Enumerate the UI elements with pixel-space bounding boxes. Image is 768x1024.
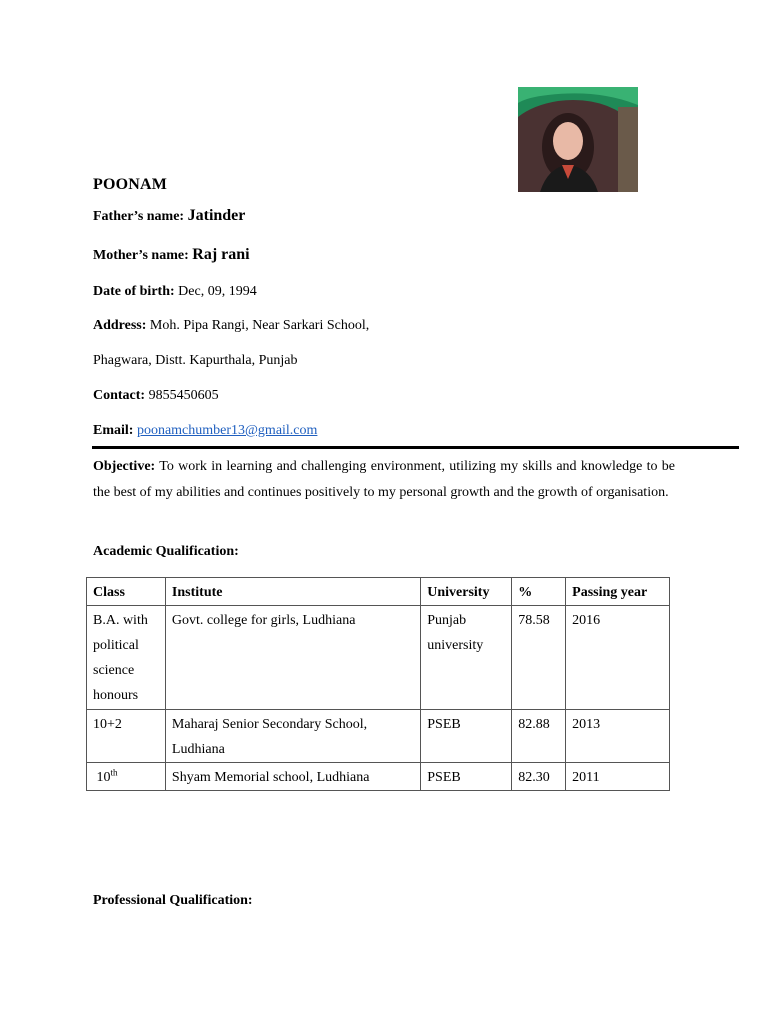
table-row: [87, 763, 670, 791]
cell-institute: Shyam Memorial school, Ludhiana: [165, 763, 420, 791]
mother-label: Mother’s name:: [93, 248, 189, 263]
cell-institute: Govt. college for girls, Ludhiana: [165, 606, 420, 710]
cell-class: B.A. with political science honours: [87, 606, 166, 710]
cell-university: Punjab university: [421, 606, 512, 710]
contact-label: Contact:: [93, 388, 146, 403]
dob-value: Dec, 09, 1994: [178, 284, 257, 299]
table-row: [87, 606, 670, 710]
header-class: Class: [87, 578, 166, 606]
header-university: University: [421, 578, 512, 606]
cell-class: [87, 763, 166, 791]
father-value: Jatinder: [187, 207, 246, 224]
objective-label: Objective:: [93, 459, 156, 474]
father-label: Father’s name:: [93, 209, 185, 224]
father-name-row: [93, 207, 245, 225]
email-link[interactable]: poonamchumber13@gmail.com: [136, 423, 318, 438]
dob-row: [93, 284, 257, 300]
contact-value: 9855450605: [148, 388, 219, 403]
cell-university: PSEB: [421, 710, 512, 763]
cell-year: 2013: [566, 710, 670, 763]
email-row: [93, 423, 317, 439]
table-row: [87, 710, 670, 763]
table-header-row: [87, 578, 670, 606]
header-passing-year: Passing year: [566, 578, 670, 606]
address-line2: Phagwara, Distt. Kapurthala, Punjab: [93, 353, 298, 368]
cell-year: 2011: [566, 763, 670, 791]
professional-heading: Professional Qualification:: [93, 893, 253, 908]
cell-class-value: 10: [96, 770, 111, 785]
header-percent: %: [512, 578, 566, 606]
objective-text: To work in learning and challenging environment, utilizing my skills and knowledge to be the best of my abilities and continues positively to my personal growth and the growth of organisation.: [93, 459, 675, 500]
candidate-name: POONAM: [93, 176, 168, 193]
cell-university: PSEB: [421, 763, 512, 791]
cell-percent: 78.58: [512, 606, 566, 710]
academic-heading: Academic Qualification:: [93, 544, 239, 559]
address-row: [93, 318, 369, 334]
cell-percent: 82.88: [512, 710, 566, 763]
cell-percent: 82.30: [512, 763, 566, 791]
header-institute: Institute: [165, 578, 420, 606]
contact-row: [93, 388, 219, 404]
dob-label: Date of birth:: [93, 284, 175, 299]
cell-class-sup: th: [110, 767, 118, 778]
cell-class: 10+2: [87, 710, 166, 763]
cell-year: 2016: [566, 606, 670, 710]
objective-paragraph: [93, 454, 675, 505]
email-label: Email:: [93, 423, 134, 438]
mother-name-row: [93, 246, 250, 264]
cell-institute: Maharaj Senior Secondary School, Ludhiana: [165, 710, 420, 763]
address-line1: Moh. Pipa Rangi, Near Sarkari School,: [149, 318, 370, 333]
profile-photo: [518, 87, 638, 192]
academic-table: [86, 577, 670, 791]
address-label: Address:: [93, 318, 147, 333]
divider-line: [92, 446, 739, 449]
mother-value: Raj rani: [192, 246, 250, 263]
